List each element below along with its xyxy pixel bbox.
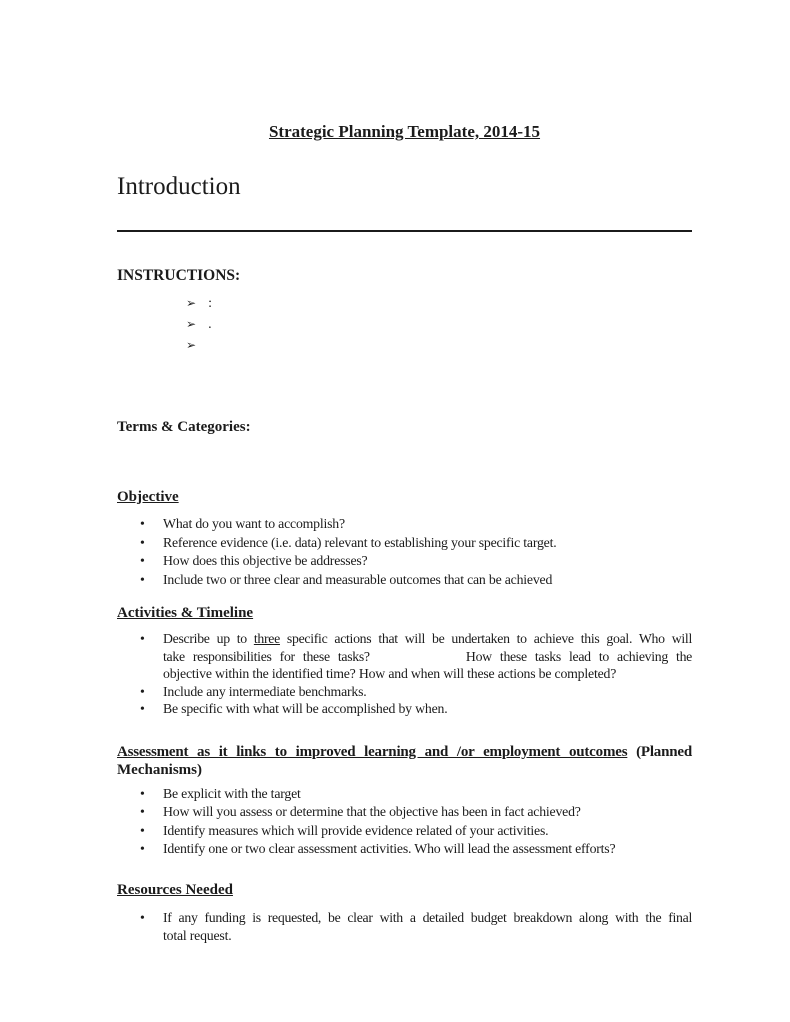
document-title-text: Strategic Planning Template, 2014-15: [268, 122, 541, 141]
list-item: • Be explicit with the target: [117, 785, 692, 804]
list-item: • How will you assess or determine that the objective has been in fact achieved?: [117, 803, 692, 822]
instructions-item: [186, 293, 692, 314]
arrow-bullet-icon: ➢: [186, 296, 197, 310]
list-item: • Include two or three clear and measurable outcomes that can be achieved: [117, 571, 692, 590]
assessment-heading-underlined: Assessment as it links to improved learning and /or employment outcomes: [117, 743, 628, 760]
activities-line1-pre: Describe up to: [163, 631, 247, 646]
activities-item-line: [163, 648, 692, 666]
document-title: [117, 0, 692, 142]
resources-item-line: total request.: [163, 928, 232, 943]
list-item: • Reference evidence (i.e. data) relevant to establishing your specific target.: [117, 534, 692, 553]
resources-list: [117, 909, 692, 946]
horizontal-rule: [117, 230, 692, 232]
instructions-list: [186, 293, 692, 356]
activities-item-line: [163, 630, 692, 648]
activities-line2-right: How these tasks lead to achieving the: [465, 648, 693, 664]
arrow-bullet-icon: ➢: [186, 338, 197, 352]
objective-heading: Objective: [117, 489, 179, 505]
underlined-word: three: [253, 631, 280, 646]
activities-line2-left: take responsibilities for these tasks?: [163, 648, 370, 664]
assessment-heading-planned: (Planned: [636, 743, 692, 760]
list-item: [117, 909, 692, 946]
activities-list: [117, 630, 692, 718]
instructions-heading: INSTRUCTIONS:: [117, 267, 241, 284]
instructions-item-text: :: [208, 296, 212, 311]
arrow-bullet-icon: ➢: [186, 317, 197, 331]
list-item: • How does this objective be addresses?: [117, 552, 692, 571]
activities-item-line: objective within the identified time? How and when will these actions be completed?: [163, 666, 617, 681]
objective-list: [117, 515, 692, 589]
resources-item-line: • If any funding is requested, be clear with a detailed budget breakdown along with the final: [163, 909, 692, 925]
instructions-item: [186, 335, 692, 356]
assessment-heading: [117, 743, 692, 779]
instructions-item: [186, 314, 692, 335]
list-item: • What do you want to accomplish?: [117, 515, 692, 534]
list-item: • Identify measures which will provide evidence related of your activities.: [117, 822, 692, 841]
list-item: • Identify one or two clear assessment activities. Who will lead the assessment efforts?: [117, 840, 692, 859]
instructions-item-text: .: [208, 317, 212, 332]
activities-line1-post: specific actions that will be undertaken to achieve this goal. Who will: [286, 631, 692, 646]
assessment-heading-line1: [117, 743, 692, 761]
assessment-list: [117, 785, 692, 859]
resources-heading: Resources Needed: [117, 881, 233, 898]
list-item: • Be specific with what will be accomplished by when.: [117, 700, 692, 718]
list-item: [117, 630, 692, 683]
list-item: • Include any intermediate benchmarks.: [117, 683, 692, 701]
activities-timeline-heading: Activities & Timeline: [117, 605, 254, 621]
terms-categories-heading: Terms & Categories:: [117, 419, 251, 435]
assessment-heading-line2: Mechanisms): [117, 761, 202, 778]
intro-heading: Introduction: [117, 173, 241, 200]
